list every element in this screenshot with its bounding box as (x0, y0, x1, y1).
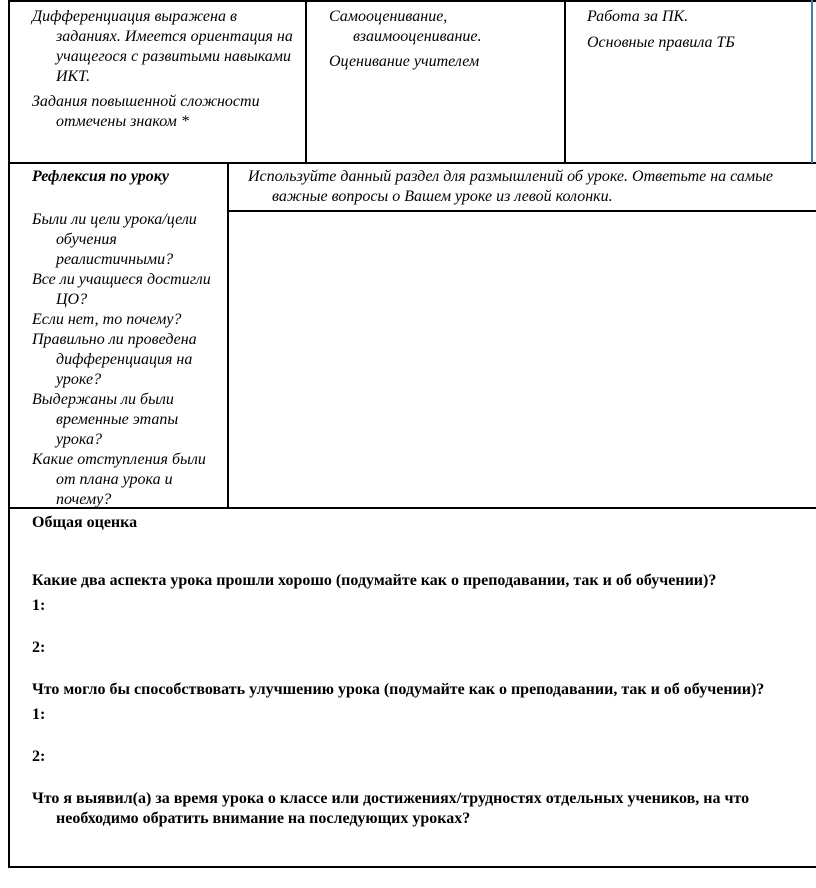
self-assessment-text: Самооценивание, взаимооценивание. (329, 8, 482, 45)
top-cell-differentiation (32, 7, 300, 132)
col-divider-top-1 (305, 0, 307, 163)
summary-q1-item-1: 1: (32, 597, 46, 614)
reflection-question: Все ли учащиеся достигли ЦО? (32, 271, 211, 308)
reflection-question: Были ли цели урока/цели обучения реалистичными? (32, 211, 197, 268)
teacher-assessment-text: Оценивание учителем (329, 53, 480, 70)
top-cell-assessment (329, 7, 559, 72)
right-accent-border (811, 0, 813, 163)
summary-cell (32, 513, 802, 829)
difficulty-note-text: Задания повышенной сложности отмечены знаком * (32, 93, 260, 130)
reflection-question-list (32, 210, 224, 510)
summary-q1-item-2: 2: (32, 639, 46, 656)
reflection-question: Правильно ли проведена дифференциация на уроке? (32, 331, 197, 388)
reflection-instruction: Используйте данный раздел для размышлений об уроке. Ответьте на самые важные вопросы о Вашем уроке из левой колонки. (248, 168, 774, 205)
reflection-instruction-cell (248, 167, 796, 207)
col-divider-reflection (227, 162, 229, 508)
summary-question-2: Что могло бы способствовать улучшению урока (подумайте как о преподавании, так и об обучении)? (32, 681, 765, 698)
summary-question-1: Какие два аспекта урока прошли хорошо (подумайте как о преподавании, так и об обучении)? (32, 572, 717, 589)
reflection-answer-area[interactable] (230, 213, 810, 506)
reflection-title: Рефлексия по уроку (32, 168, 170, 185)
table-border-left (8, 0, 10, 868)
table-border-top (8, 0, 816, 2)
reflection-questions-cell (32, 167, 224, 510)
reflection-question: Если нет, то почему? (32, 311, 182, 328)
reflection-question: Выдержаны ли были временные этапы урока? (32, 391, 179, 448)
reflection-question: Какие отступления были от плана урока и почему? (32, 451, 206, 508)
row-divider-1 (8, 162, 816, 164)
differentiation-text: Дифференциация выражена в заданиях. Имеется ориентация на учащегося с развитыми навыками ИКТ. (32, 8, 293, 85)
reflection-inner-divider (228, 210, 816, 212)
safety-rules-text: Основные правила ТБ (587, 34, 735, 51)
col-divider-top-2 (564, 0, 566, 163)
summary-q2-item-2: 2: (32, 748, 46, 765)
table-border-bottom (8, 866, 816, 868)
summary-title: Общая оценка (32, 514, 138, 531)
top-cell-safety (587, 7, 807, 53)
summary-q2-item-1: 1: (32, 706, 46, 723)
pc-work-text: Работа за ПК. (587, 8, 689, 25)
summary-question-3: Что я выявил(а) за время урока о классе или достижениях/трудностях отдельных учеников, на что необходимо обратить внимание на последующих уроках? (32, 790, 750, 827)
